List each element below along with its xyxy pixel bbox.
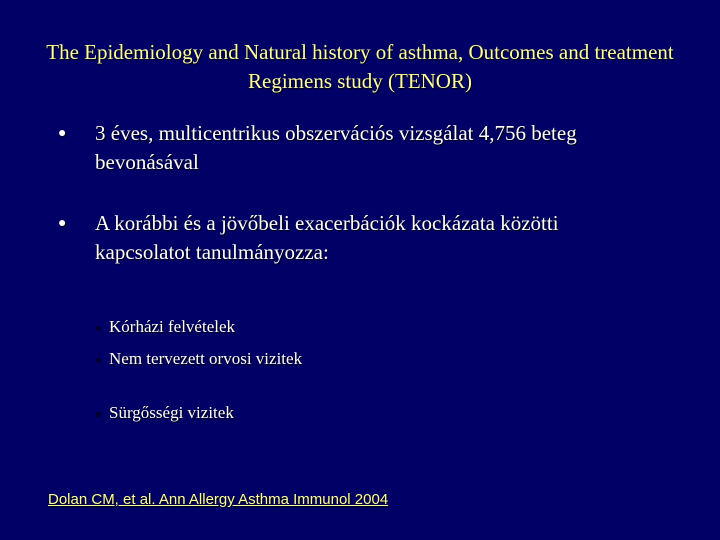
citation-link[interactable]: Dolan CM, et al. Ann Allergy Asthma Immunol 2004 <box>48 491 389 508</box>
sub-bullet-item <box>96 348 302 370</box>
sub-bullet-square-icon <box>96 358 101 363</box>
sub-bullet-text: Nem tervezett orvosi vizitek <box>109 349 303 368</box>
sub-bullet-square-icon <box>96 326 101 331</box>
sub-bullet-text: Sürgősségi vizitek <box>109 403 234 422</box>
sub-bullet-text: Kórházi felvételek <box>109 317 236 336</box>
sub-bullet-item <box>96 316 235 338</box>
bullet-text: A korábbi és a jövőbeli exacerbációk kockázata közötti kapcsolatot tanulmányozza: <box>95 211 559 264</box>
sub-bullet-square-icon <box>96 412 101 417</box>
bullet-dot-icon: ● <box>58 126 67 141</box>
bullet-text: 3 éves, multicentrikus obszervációs vizsgálat 4,756 beteg bevonásával <box>95 121 577 174</box>
slide-title: The Epidemiology and Natural history of asthma, Outcomes and treatment Regimens study (TENOR) <box>46 40 674 93</box>
sub-bullet-item <box>96 402 234 424</box>
bullet-dot-icon: ● <box>58 216 67 231</box>
bullet-item <box>58 209 658 267</box>
bullet-item <box>58 119 658 177</box>
